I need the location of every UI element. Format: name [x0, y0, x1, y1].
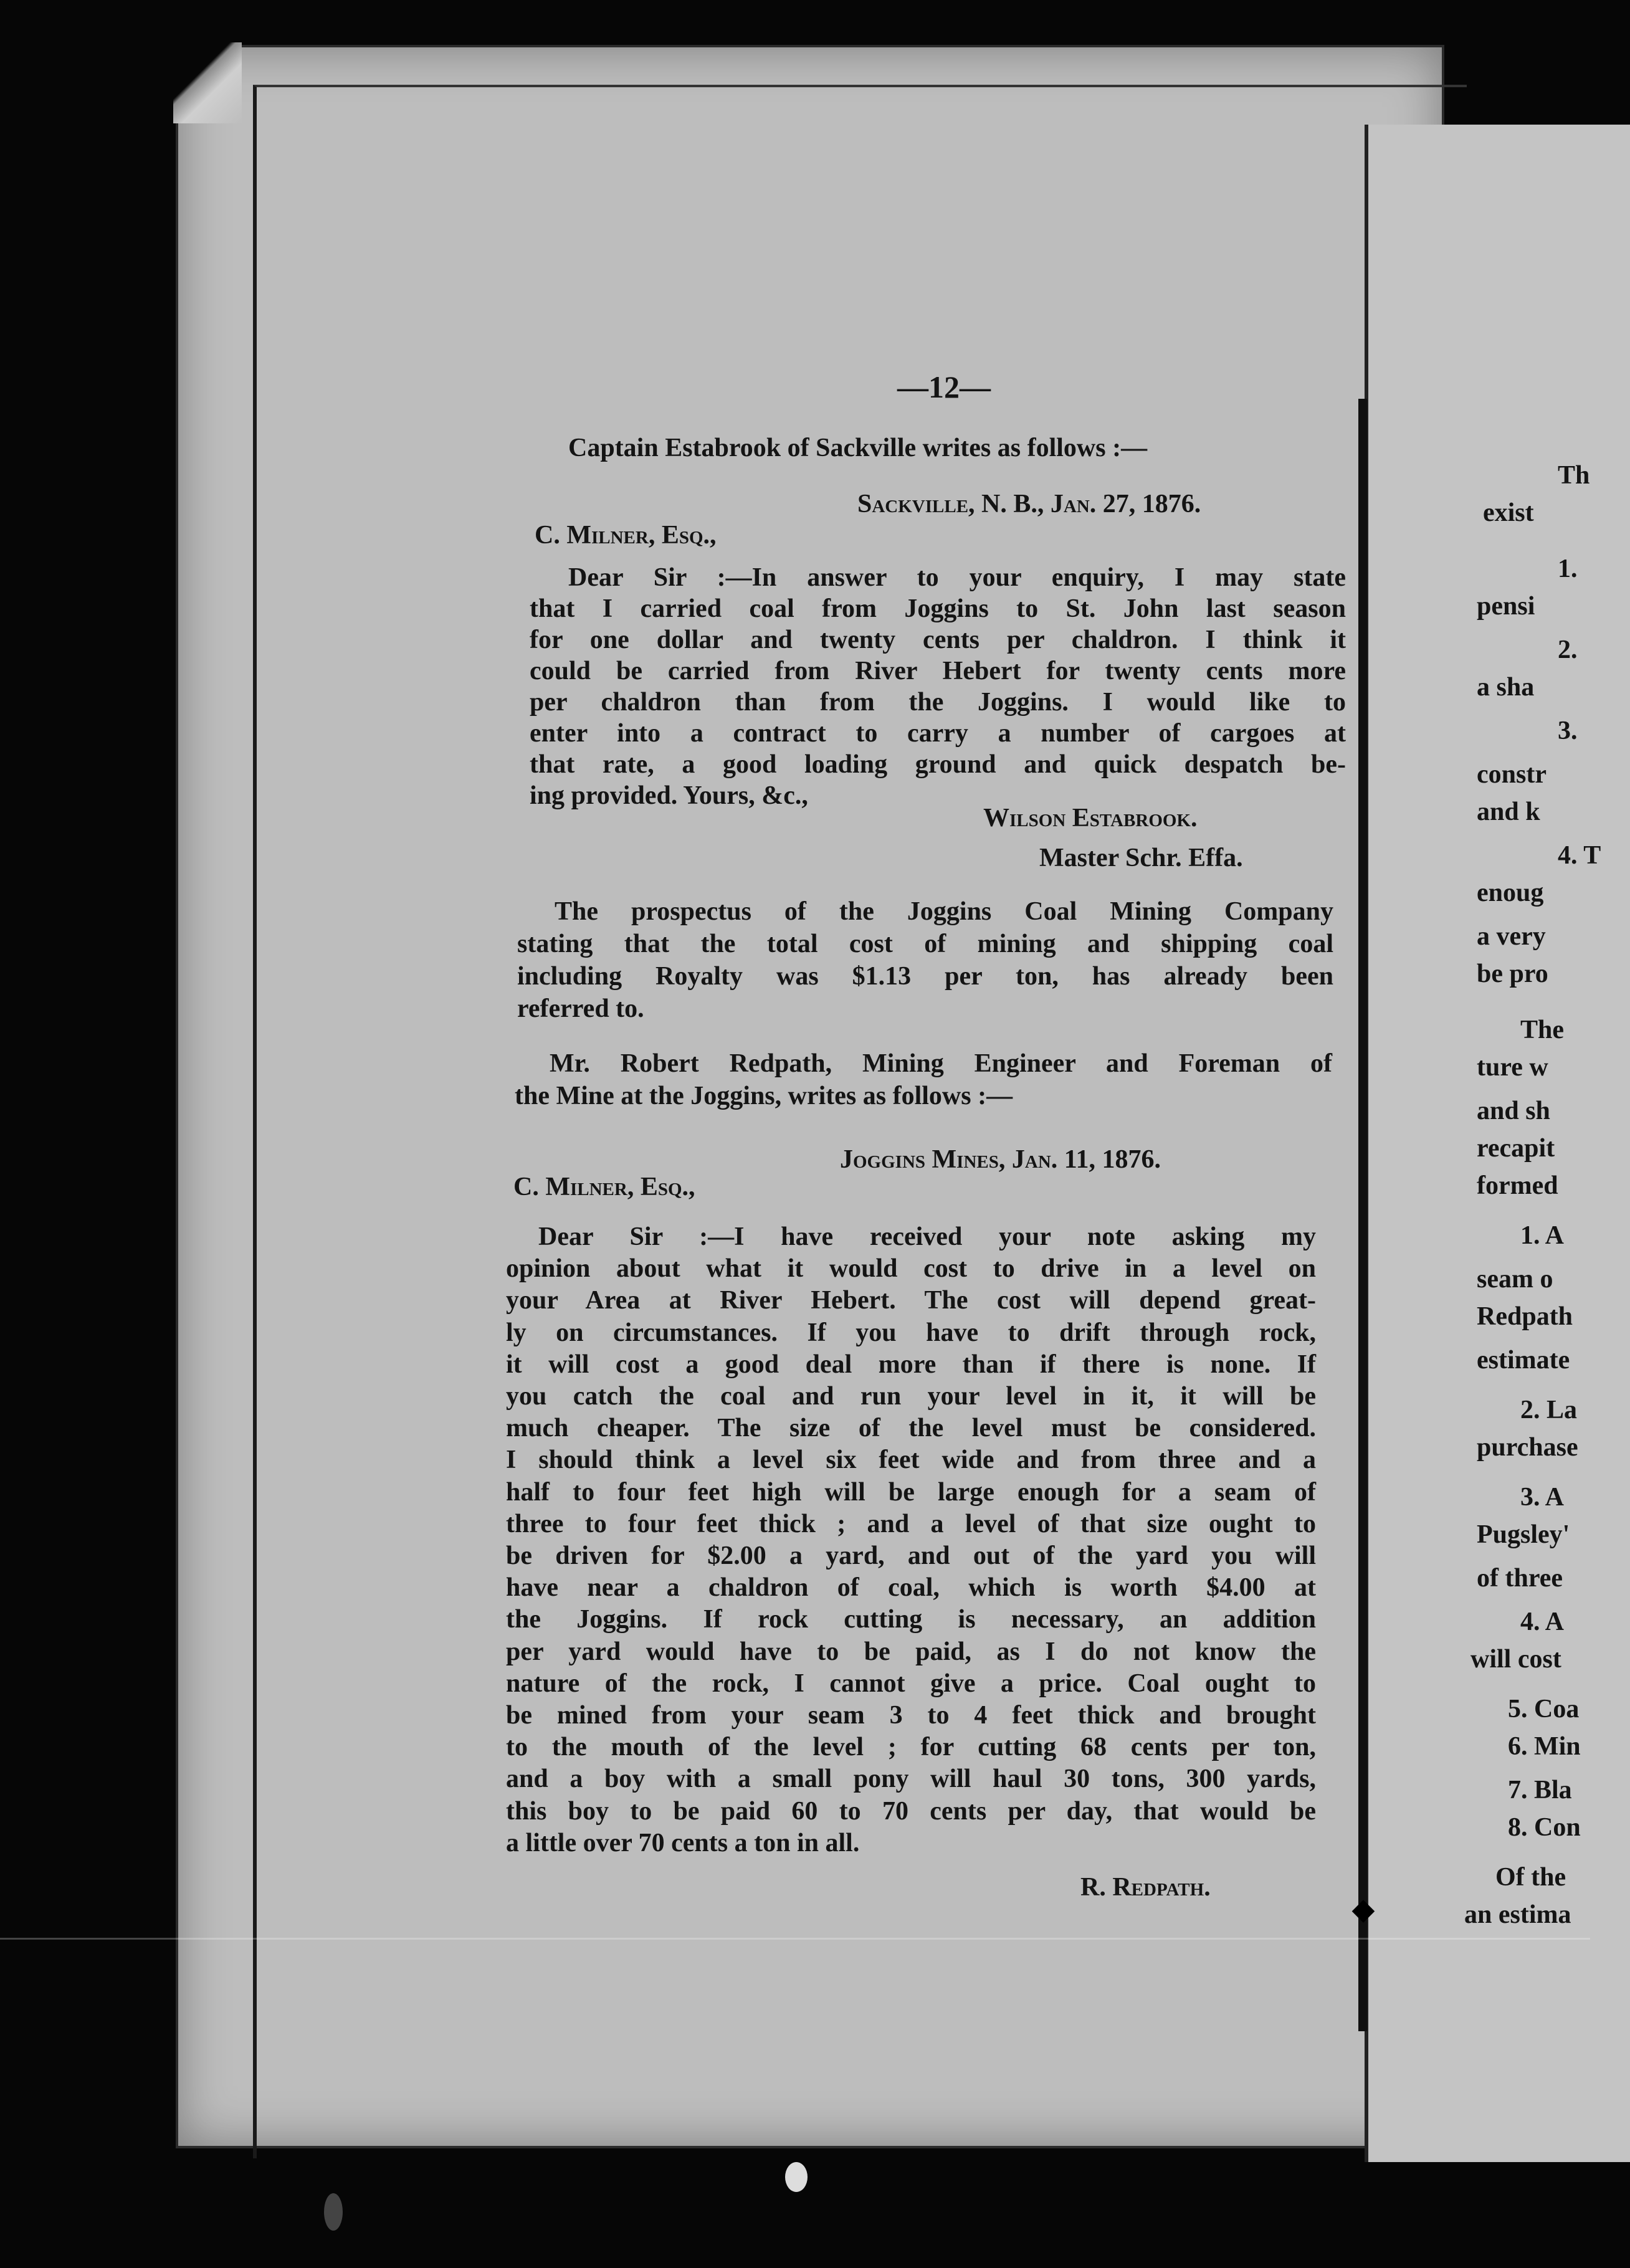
text-line: a little over 70 cents a ton in all.	[506, 1828, 860, 1857]
right-page-fragment: 5. Coa	[1508, 1695, 1580, 1723]
right-page-fragment: recapit	[1477, 1134, 1555, 1163]
right-page-fragment: constr	[1477, 760, 1547, 789]
letter1-dateline: Sackville, N. B., Jan. 27, 1876.	[857, 490, 1201, 518]
letter1-signature-title: Master Schr. Effa.	[1039, 844, 1243, 872]
text-line: Mr. Robert Redpath, Mining Engineer and Foreman of	[550, 1049, 1332, 1078]
text-line: three to four feet thick ; and a level of that size ought to	[506, 1509, 1316, 1538]
text-line: it will cost a good deal more than if there is none. If	[506, 1350, 1316, 1379]
right-page-fragment: 8. Con	[1508, 1813, 1581, 1842]
text-line: stating that the total cost of mining and shipping coal	[517, 930, 1333, 958]
text-line: nature of the rock, I cannot give a price. Coal ought to	[506, 1669, 1316, 1698]
letter2-addressee: C. Milner, Esq.,	[513, 1173, 695, 1201]
text-line: much cheaper. The size of the level must be considered.	[506, 1414, 1316, 1443]
text-line: Dear Sir :—I have received your note asking my	[538, 1222, 1316, 1251]
text-line: per chaldron than from the Joggins. I would like to	[530, 688, 1346, 717]
scan-artifact-line	[0, 1938, 1590, 1940]
right-page-fragment: 4. T	[1558, 841, 1601, 870]
spine-notch-mark: ◆	[1351, 1893, 1375, 1926]
right-page-fragment: purchase	[1477, 1433, 1578, 1462]
text-line: be mined from your seam 3 to 4 feet thick and brought	[506, 1701, 1316, 1730]
right-page-fragment: enoug	[1477, 879, 1544, 907]
text-line: per yard would have to be paid, as I do not know the	[506, 1637, 1316, 1666]
text-line: enter into a contract to carry a number of cargoes at	[530, 719, 1346, 748]
right-page-fragment: Pugsley'	[1477, 1520, 1570, 1549]
right-page-fragment: The	[1520, 1016, 1565, 1044]
text-line: ly on circumstances. If you have to drift through rock,	[506, 1318, 1316, 1347]
right-page-fragment: 3.	[1558, 717, 1578, 745]
text-line: you catch the coal and run your level in it, it will be	[506, 1382, 1316, 1411]
text-line: Dear Sir :—In answer to your enquiry, I may state	[568, 563, 1346, 592]
text-line: that I carried coal from Joggins to St. John last season	[530, 594, 1346, 623]
right-page-fragment: 2. La	[1520, 1396, 1578, 1424]
right-page-fragment: Of the	[1495, 1863, 1566, 1892]
right-page-fragment: and sh	[1477, 1097, 1550, 1125]
text-line: including Royalty was $1.13 per ton, has already been	[517, 962, 1333, 991]
book-spine	[1358, 399, 1367, 2031]
text-line: opinion about what it would cost to drive in a level on	[506, 1254, 1316, 1284]
right-page-fragment: an estima	[1464, 1900, 1571, 1929]
page-corner-fold-overlay	[173, 42, 242, 123]
right-page-fragment: be pro	[1477, 960, 1548, 988]
text-line: for one dollar and twenty cents per chaldron. I think it	[530, 626, 1346, 654]
right-page-fragment: and k	[1477, 798, 1540, 826]
dust-speck	[785, 2162, 808, 2192]
text-line: have near a chaldron of coal, which is worth $4.00 at	[506, 1573, 1316, 1603]
letter1-addressee: C. Milner, Esq.,	[535, 521, 717, 550]
right-page-fragment: pensi	[1477, 592, 1535, 621]
text-line: the Joggins. If rock cutting is necessary, an addition	[506, 1605, 1316, 1634]
right-page-fragment: 2.	[1558, 636, 1578, 664]
text-line: and a boy with a small pony will haul 30 tons, 300 yards,	[506, 1765, 1316, 1794]
text-line: be driven for $2.00 a yard, and out of the yard you will	[506, 1541, 1316, 1570]
text-line: referred to.	[517, 994, 644, 1023]
right-page-fragment: Redpath	[1477, 1302, 1573, 1331]
right-page-fragment: ture w	[1477, 1053, 1548, 1082]
right-page-fragment: 3. A	[1520, 1483, 1565, 1512]
dust-speck	[324, 2193, 343, 2231]
text-line: your Area at River Hebert. The cost will depend great-	[506, 1286, 1316, 1315]
text-line: The prospectus of the Joggins Coal Mining Company	[555, 897, 1333, 926]
letter2-dateline: Joggins Mines, Jan. 11, 1876.	[840, 1145, 1161, 1174]
text-line: ing provided. Yours, &c.,	[530, 781, 808, 810]
right-page-fragment: Th	[1558, 461, 1590, 490]
right-page-fragment: seam o	[1477, 1265, 1553, 1294]
right-page-fragment: will cost	[1470, 1645, 1561, 1674]
right-page-fragment: a sha	[1477, 673, 1535, 702]
right-page-fragment: 1.	[1558, 555, 1578, 583]
text-line: I should think a level six feet wide and from three and a	[506, 1446, 1316, 1475]
text-line: half to four feet high will be large enough for a seam of	[506, 1477, 1316, 1507]
right-page-fragment: of three	[1477, 1564, 1563, 1593]
right-page-fragment: 7. Bla	[1508, 1776, 1572, 1804]
right-page-fragment: a very	[1477, 922, 1546, 951]
right-page-fragment: 1. A	[1520, 1221, 1565, 1250]
right-page-fragment: exist	[1483, 498, 1534, 527]
text-line: that rate, a good loading ground and quick despatch be-	[530, 750, 1346, 779]
text-line: this boy to be paid 60 to 70 cents per day, that would be	[506, 1796, 1316, 1826]
letter1-intro: Captain Estabrook of Sackville writes as follows :—	[568, 434, 1148, 462]
left-page-inner-border	[253, 85, 1467, 2158]
text-line: to the mouth of the level ; for cutting 68 cents per ton,	[506, 1733, 1316, 1762]
right-page-fragment: formed	[1477, 1171, 1558, 1200]
right-page-fragment: 4. A	[1520, 1608, 1565, 1636]
text-line: could be carried from River Hebert for twenty cents more	[530, 657, 1346, 685]
letter1-signature: Wilson Estabrook.	[983, 804, 1198, 832]
letter2-signature: R. Redpath.	[1080, 1873, 1211, 1902]
right-page-fragment: 6. Min	[1508, 1732, 1581, 1761]
right-page-fragment: estimate	[1477, 1346, 1570, 1375]
text-line: the Mine at the Joggins, writes as follows :—	[515, 1082, 1013, 1110]
page-number: —12—	[897, 369, 991, 404]
